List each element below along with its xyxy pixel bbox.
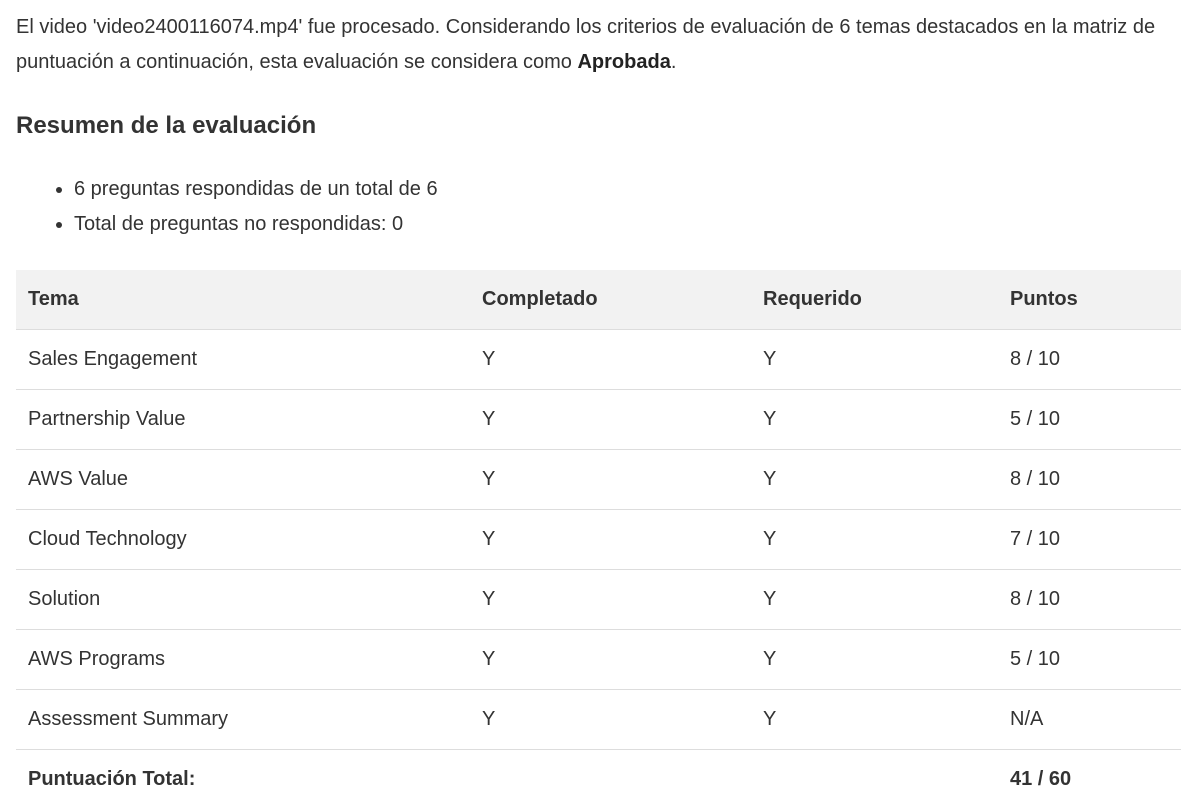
cell-completed: Y xyxy=(470,330,751,390)
total-value: 41 / 60 xyxy=(998,750,1181,809)
table-row xyxy=(16,690,1181,750)
cell-topic: Assessment Summary xyxy=(16,690,470,750)
cell-completed: Y xyxy=(470,450,751,510)
total-empty-cell xyxy=(470,750,751,809)
cell-completed: Y xyxy=(470,510,751,570)
total-row xyxy=(16,750,1181,809)
cell-points: 8 / 10 xyxy=(998,330,1181,390)
table-row xyxy=(16,510,1181,570)
cell-required: Y xyxy=(751,630,998,690)
cell-topic: Partnership Value xyxy=(16,390,470,450)
summary-item-answered: • 6 preguntas respondidas de un total de 6 xyxy=(74,172,438,207)
cell-points: 5 / 10 xyxy=(998,630,1181,690)
summary-list xyxy=(52,172,438,242)
cell-completed: Y xyxy=(470,690,751,750)
cell-topic: Solution xyxy=(16,570,470,630)
cell-topic: AWS Programs xyxy=(16,630,470,690)
approval-status: Aprobada xyxy=(577,51,670,73)
intro-text-end: . xyxy=(671,51,677,73)
table-row xyxy=(16,390,1181,450)
intro-paragraph xyxy=(16,10,1186,80)
cell-completed: Y xyxy=(470,630,751,690)
cell-required: Y xyxy=(751,570,998,630)
score-table xyxy=(16,270,1181,809)
table-row xyxy=(16,450,1181,510)
cell-points: 7 / 10 xyxy=(998,510,1181,570)
cell-completed: Y xyxy=(470,390,751,450)
cell-required: Y xyxy=(751,690,998,750)
total-label: Puntuación Total: xyxy=(16,750,470,809)
header-required: Requerido xyxy=(751,270,998,330)
cell-required: Y xyxy=(751,390,998,450)
table-row xyxy=(16,630,1181,690)
cell-points: 8 / 10 xyxy=(998,450,1181,510)
cell-topic: Sales Engagement xyxy=(16,330,470,390)
summary-item-unanswered: • Total de preguntas no respondidas: 0 xyxy=(74,207,438,242)
header-completed: Completado xyxy=(470,270,751,330)
total-empty-cell xyxy=(751,750,998,809)
table-row xyxy=(16,330,1181,390)
cell-required: Y xyxy=(751,330,998,390)
summary-heading: Resumen de la evaluación xyxy=(16,108,316,144)
cell-points: 5 / 10 xyxy=(998,390,1181,450)
cell-required: Y xyxy=(751,510,998,570)
cell-topic: Cloud Technology xyxy=(16,510,470,570)
cell-points: N/A xyxy=(998,690,1181,750)
table-header-row xyxy=(16,270,1181,330)
cell-points: 8 / 10 xyxy=(998,570,1181,630)
header-topic: Tema xyxy=(16,270,470,330)
cell-required: Y xyxy=(751,450,998,510)
table-row xyxy=(16,570,1181,630)
header-points: Puntos xyxy=(998,270,1181,330)
cell-completed: Y xyxy=(470,570,751,630)
intro-text: El video 'video2400116074.mp4' fue procesado. Considerando los criterios de evaluación de 6 temas destacados en la matriz de puntuación a continuación, esta evaluación se considera como xyxy=(16,16,1155,73)
cell-topic: AWS Value xyxy=(16,450,470,510)
